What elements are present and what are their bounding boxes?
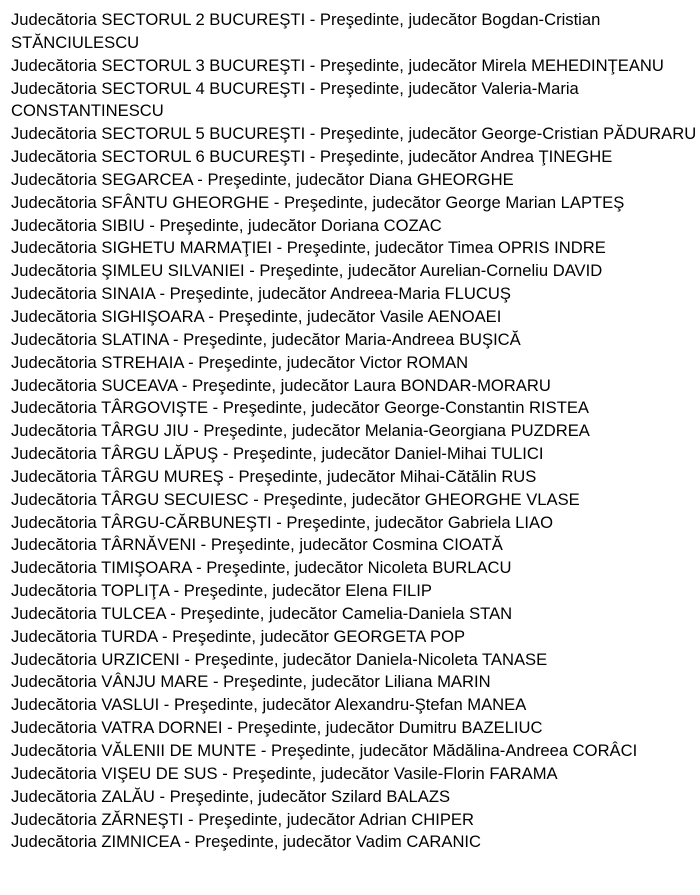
list-item: Judecătoria SINAIA - Preşedinte, judecător Andreea-Maria FLUCUŞ	[11, 284, 511, 304]
list-item: Judecătoria STREHAIA - Preşedinte, judecător Victor ROMAN	[11, 352, 469, 372]
list-item: Judecătoria ZĂRNEŞTI - Preşedinte, judecător Adrian CHIPER	[11, 809, 474, 829]
list-item: Judecătoria TÂRGU SECUIESC - Preşedinte, judecător GHEORGHE VLASE	[11, 489, 580, 509]
list-item: Judecătoria TÂRGU-CĂRBUNEŞTI - Preşedinte, judecător Gabriela LIAO	[11, 512, 553, 532]
list-item: Judecătoria TULCEA - Preşedinte, judecător Camelia-Daniela STAN	[11, 603, 513, 623]
list-item: Judecătoria SECTORUL 6 BUCUREŞTI - Preşedinte, judecător Andrea ŢINEGHE	[11, 147, 613, 167]
list-item: Judecătoria TÂRGU JIU - Preşedinte, judecător Melania-Georgiana PUZDREA	[11, 421, 590, 441]
list-item: Judecătoria SUCEAVA - Preşedinte, judecător Laura BONDAR-MORARU	[11, 375, 551, 395]
list-item: Judecătoria SECTORUL 3 BUCUREŞTI - Preşedinte, judecător Mirela MEHEDINŢEANU	[11, 55, 664, 75]
list-item: Judecătoria SLATINA - Preşedinte, judecător Maria-Andreea BUŞICĂ	[11, 329, 521, 349]
list-item: Judecătoria TIMIŞOARA - Preşedinte, judecător Nicoleta BURLACU	[11, 558, 512, 578]
list-item: Judecătoria SIGHETU MARMAŢIEI - Preşedinte, judecător Timea OPRIS INDRE	[11, 238, 606, 258]
list-item: Judecătoria TURDA - Preşedinte, judecător GEORGETA POP	[11, 626, 466, 646]
list-item: Judecătoria TÂRGU MUREŞ - Preşedinte, judecător Mihai-Cătălin RUS	[11, 466, 537, 486]
list-item: Judecătoria ŞIMLEU SILVANIEI - Preşedinte, judecător Aurelian-Corneliu DAVID	[11, 261, 603, 281]
list-item: Judecătoria TOPLIŢA - Preşedinte, judecător Elena FILIP	[11, 581, 432, 601]
list-item: Judecătoria SECTORUL 2 BUCUREŞTI - Preşedinte, judecător Bogdan-Cristian STĂNCIULESCU	[11, 10, 601, 52]
list-item: Judecătoria SECTORUL 4 BUCUREŞTI - Preşedinte, judecător Valeria-Maria CONSTANTINESCU	[11, 78, 579, 121]
list-item: Judecătoria VASLUI - Preşedinte, judecător Alexandru-Ştefan MANEA	[11, 695, 527, 715]
list-item: Judecătoria VÂNJU MARE - Preşedinte, judecător Liliana MARIN	[11, 672, 491, 692]
list-item: Judecătoria SEGARCEA - Preşedinte, judecător Diana GHEORGHE	[11, 169, 514, 189]
list-item: Judecătoria ZALĂU - Preşedinte, judecător Szilard BALAZS	[11, 786, 451, 806]
list-item: Judecătoria TÂRNĂVENI - Preşedinte, judecător Cosmina CIOATĂ	[11, 535, 503, 555]
list-item: Judecătoria SIGHIŞOARA - Preşedinte, judecător Vasile AENOAEI	[11, 306, 502, 326]
list-item: Judecătoria ZIMNICEA - Preşedinte, judecător Vadim CARANIC	[11, 832, 482, 852]
list-item: Judecătoria TÂRGOVIŞTE - Preşedinte, judecător George-Constantin RISTEA	[11, 398, 589, 418]
list-item: Judecătoria URZICENI - Preşedinte, judecător Daniela-Nicoleta TANASE	[11, 649, 548, 669]
list-item: Judecătoria SIBIU - Preşedinte, judecător Doriana COZAC	[11, 215, 442, 235]
list-item: Judecătoria VIŞEU DE SUS - Preşedinte, judecător Vasile-Florin FARAMA	[11, 763, 558, 783]
list-item: Judecătoria SECTORUL 5 BUCUREŞTI - Preşedinte, judecător George-Cristian PĂDURARU	[11, 124, 697, 144]
list-item: Judecătoria VĂLENII DE MUNTE - Preşedinte, judecător Mădălina-Andreea CORÂCI	[11, 741, 638, 760]
list-item: Judecătoria SFÂNTU GHEORGHE - Preşedinte, judecător George Marian LAPTEŞ	[11, 192, 625, 212]
court-presidents-list	[11, 9, 697, 854]
list-item: Judecătoria TÂRGU LĂPUŞ - Preşedinte, judecător Daniel-Mihai TULICI	[11, 444, 544, 464]
list-item: Judecătoria VATRA DORNEI - Preşedinte, judecător Dumitru BAZELIUC	[11, 718, 543, 738]
